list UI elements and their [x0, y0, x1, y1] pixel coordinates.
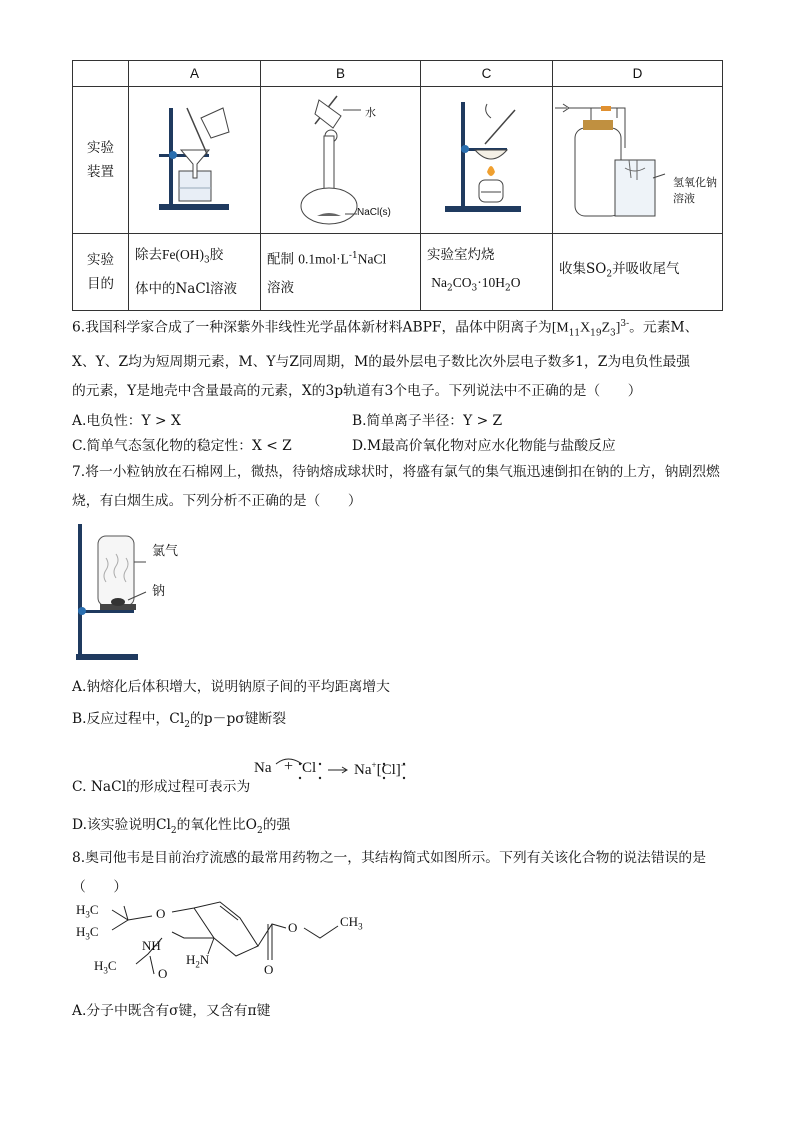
q7-line2: 烧，有白烟生成。下列分析不正确的是（ ）: [72, 493, 362, 509]
goal-d: 收集$SO_2$并吸收尾气: [553, 234, 723, 311]
oseltamivir-skeletal-formula: [72, 898, 372, 988]
eq-plus: +: [284, 758, 294, 775]
goal-c: 实验室灼烧 $Na_2CO_3\cdot 10H_2O$: [421, 234, 553, 311]
table-header-empty: [73, 61, 129, 87]
question-8: [72, 844, 724, 902]
ether-oxygen: O: [156, 906, 166, 921]
goal-a: 除去$Fe(OH)_3$胶 体中的NaCl溶液: [129, 234, 261, 311]
experiment-table: [72, 60, 723, 311]
q6-option-d: D.M最高价氧化物对应水化物能与盐酸反应: [352, 438, 616, 454]
ch3-group: $CH_3$: [340, 914, 363, 932]
q6-option-b: B.简单离子半径：Y > Z: [352, 413, 503, 429]
h3c-lower: $H_3C$: [76, 924, 99, 942]
table-header-d: D: [553, 61, 723, 87]
row-label-apparatus: 实验 装置: [73, 87, 129, 234]
eq-cl: Cl: [302, 760, 317, 776]
question-6: [72, 310, 724, 406]
q7-option-c: C. NaCl的形成过程可表示为: [72, 779, 251, 795]
q6-line2: X、Y、Z均为短周期元素，M、Y与Z同周期，M的最外层电子数比次外层电子数多1，Z为电负性最强: [72, 354, 691, 371]
evaporation-apparatus-image: [421, 88, 551, 228]
q6-line3: 的元素，Y是地壳中含量最高的元素，X的3p轨道有3个电子。下列说法中不正确的是（ ）: [72, 383, 642, 400]
q6-option-c: C.简单气态氢化物的稳定性：X < Z: [72, 438, 292, 454]
h3c-acetyl: $H_3C$: [94, 958, 117, 976]
question-7: [72, 458, 724, 516]
naoh-solution-label: 氢氧化钠 溶液: [673, 176, 717, 205]
nacl-solid-label: NaCl(s): [357, 207, 391, 218]
sodium-chlorine-figure: [72, 518, 202, 668]
apparatus-b-volumetric-flask: [261, 87, 421, 234]
q6-option-a: A.电负性：Y > X: [72, 413, 181, 429]
apparatus-d-gas-collection: [553, 87, 723, 234]
filtration-apparatus-image: [129, 88, 259, 228]
q6-line1: 6.我国科学家合成了一种深紫外非线性光学晶体新材料ABPF，晶体中阴离子为$[M_{11}X_{19}Z_3]^{3-}$。元素M、: [72, 319, 699, 339]
nacl-formation-equation: [254, 756, 434, 786]
table-header-c: C: [421, 61, 553, 87]
oseltamivir-structure: [72, 898, 372, 988]
q7-line1: 7.将一小粒钠放在石棉网上，微热，待钠熔成球状时，将盛有氯气的集气瓶迅速倒扣在钠的上方，钠剧烈燃: [72, 464, 720, 480]
row-label-purpose: 实验 目的: [73, 234, 129, 311]
chlorine-label: 氯气: [152, 544, 179, 559]
gas-collection-image: [553, 88, 721, 228]
eq-na-right: Na+[Cl]−: [354, 760, 406, 778]
sodium-label: 钠: [152, 584, 166, 599]
goal-b: 配制 $0.1mol\cdot L^{-1}NaCl$ 溶液: [261, 234, 421, 311]
water-label: 水: [365, 106, 376, 119]
carbonyl-oxygen: O: [264, 962, 274, 977]
apparatus-c-evaporation: [421, 87, 553, 234]
q7-option-a: A.钠熔化后体积增大，说明钠原子间的平均距离增大: [72, 679, 390, 695]
table-header-b: B: [261, 61, 421, 87]
h2n-group: $H_2N$: [186, 952, 210, 970]
ester-oxygen: O: [288, 920, 298, 935]
h3c-upper: $H_3C$: [76, 902, 99, 920]
apparatus-a-filtration: [129, 87, 261, 234]
amide-oxygen: O: [158, 966, 168, 981]
table-header-a: A: [129, 61, 261, 87]
q8-line2: （ ）: [72, 879, 128, 895]
q7-option-d: D.该实验说明$Cl_2$的氧化性比$O_2$的强: [72, 817, 291, 836]
q8-line1: 8.奥司他韦是目前治疗流感的最常用药物之一，其结构简式如图所示。下列有关该化合物的说法错误的是: [72, 850, 707, 866]
eq-na-left: Na: [254, 760, 272, 776]
electron-dot-diagram: [254, 756, 434, 786]
q7-option-b: B.反应过程中，$Cl_2$的p－pσ键断裂: [72, 711, 287, 730]
q8-option-a: A.分子中既含有σ键，又含有π键: [72, 1003, 271, 1019]
nh-group: NH: [142, 938, 161, 953]
sodium-chlorine-apparatus-image: [72, 518, 202, 668]
volumetric-flask-image: [261, 88, 419, 228]
